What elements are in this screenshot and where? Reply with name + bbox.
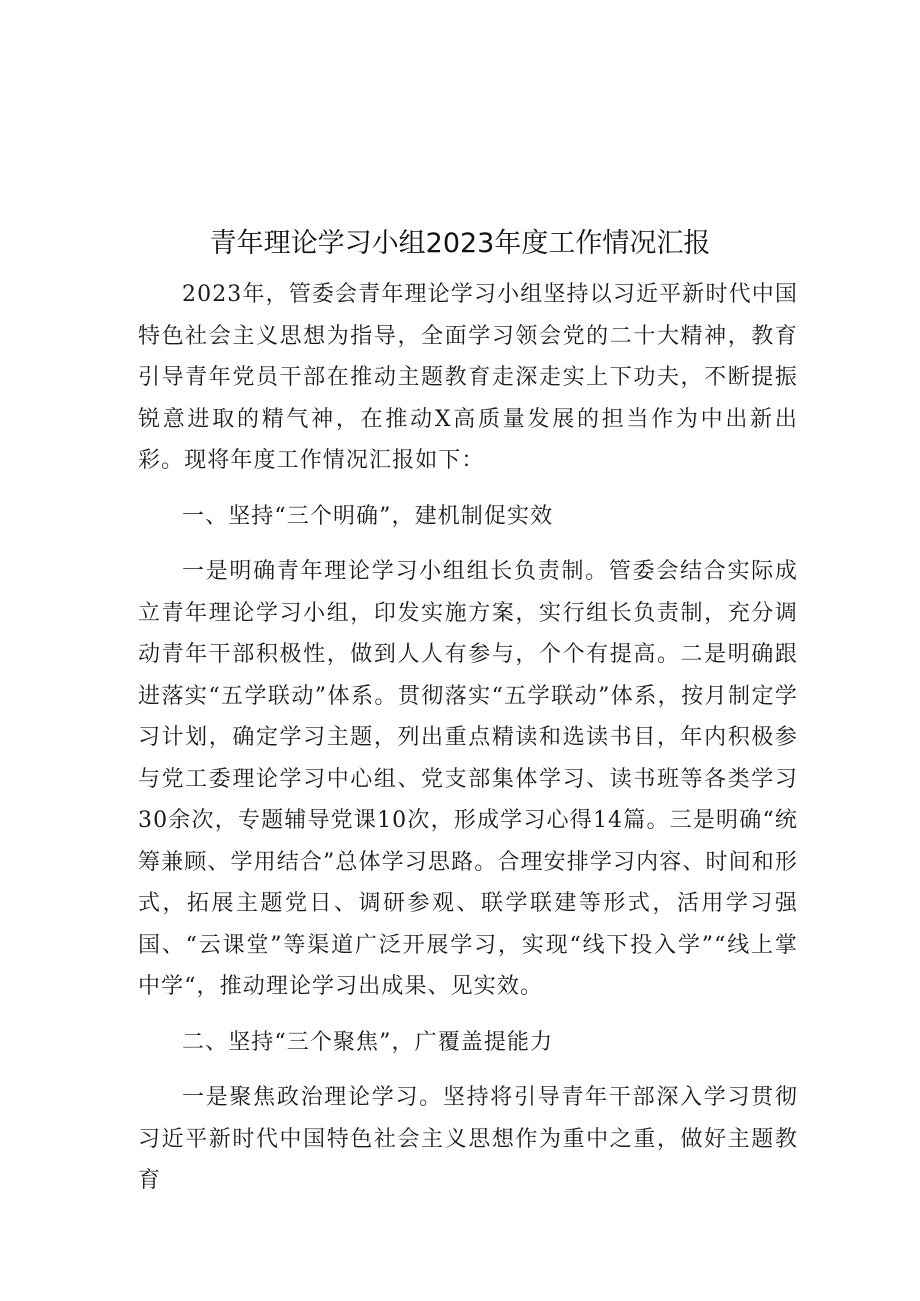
section-body-1: 一是明确青年理论学习小组组长负责制。管委会结合实际成立青年理论学习小组，印发实施方案，实行组长负责制，充分调动青年干部积极性，做到人人有参与，个个有提高。二是明确跟进落实“五学联动”体系。贯彻落实“五学联动”体系，按月制定学习计划，确定学习主题，列出重点精读和选读书目，年内积极参与党工委理论学习中心组、党支部集体学习、读书班等各类学习30余次，专题辅导党课10次，形成学习心得14篇。三是明确“统筹兼顾、学用结合”总体学习思路。合理安排学习内容、时间和形式，拓展主题党日、调研参观、联学联建等形式，活用学习强国、“云课堂”等渠道广泛开展学习，实现“线下投入学”“线上掌中学“，推动理论学习出成果、见实效。	[138, 559, 798, 999]
document-body	[138, 274, 798, 1202]
section-heading-1: 一、坚持“三个明确”，建机制促实效	[182, 503, 554, 529]
section-heading-2: 二、坚持“三个聚焦”，广覆盖提能力	[182, 1029, 554, 1055]
intro-paragraph: 2023年，管委会青年理论学习小组坚持以习近平新时代中国特色社会主义思想为指导，全面学习领会党的二十大精神，教育引导青年党员干部在推动主题教育走深走实上下功夫，不断提振锐意进取的精气神，在推动X高质量发展的担当作为中出新出彩。现将年度工作情况汇报如下：	[138, 282, 798, 473]
section-body-2: 一是聚焦政治理论学习。坚持将引导青年干部深入学习贯彻习近平新时代中国特色社会主义思想作为重中之重，做好主题教育	[138, 1085, 798, 1193]
document-title: 青年理论学习小组2023年度工作情况汇报	[209, 228, 711, 259]
